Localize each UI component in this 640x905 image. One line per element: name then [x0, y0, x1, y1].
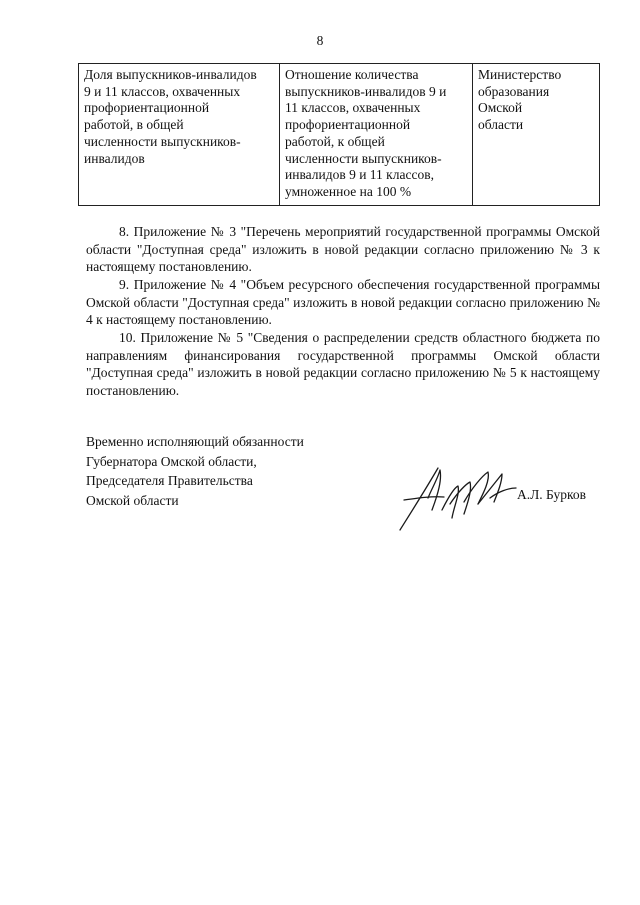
paragraph-lead: 9. Приложение	[119, 277, 207, 292]
cell-line: Омской	[478, 100, 523, 116]
cell-line: работой, в общей	[84, 117, 184, 133]
paragraph-8	[86, 223, 600, 276]
table-row	[79, 64, 600, 206]
paragraph-text: № 5 "Сведения о распределении средств областного бюджета по направлениям финансирования государственной программы Омской области "Доступная среда" изложить в новой редакции согласно приложению № 5 к настоящему постановлению.	[86, 330, 601, 398]
page-number: 8	[316, 33, 324, 48]
handwritten-signature	[398, 458, 518, 538]
cell-line: Доля выпускников-инвалидов	[84, 67, 257, 82]
indicator-table	[78, 63, 600, 206]
paragraph-10	[86, 329, 600, 399]
paragraph-9	[86, 276, 600, 329]
cell-line: Министерство	[478, 67, 562, 82]
paragraph-text: № 3 "Перечень мероприятий государственной программы Омской области "Доступная среда" изложить в новой редакции согласно приложению № 3 к настоящему постановлению.	[86, 224, 601, 275]
cell-line: численности выпускников-	[84, 133, 241, 149]
signatory-line: Губернатора Омской области,	[86, 453, 257, 469]
cell-line: умноженное на 100 %	[285, 183, 412, 199]
responsible-cell	[473, 64, 600, 206]
signatory-line: Омской области	[86, 492, 179, 508]
cell-line: работой, к общей	[285, 133, 385, 149]
signer-name: А.Л. Бурков	[517, 487, 586, 502]
formula-cell	[280, 64, 473, 206]
signatory-title	[86, 432, 304, 510]
cell-line: инвалидов	[84, 150, 145, 166]
cell-line: области	[478, 117, 524, 133]
paragraph-lead: 10. Приложение	[119, 330, 213, 345]
paragraph-text: № 4 "Объем ресурсного обеспечения государственной программы Омской области "Доступная среда" изложить в новой редакции согласно приложению № 4 к настоящему постановлению.	[86, 277, 601, 328]
cell-line: профориентационной	[285, 117, 411, 133]
paragraph-lead: 8. Приложение	[119, 224, 207, 239]
cell-line: инвалидов 9 и 11 классов,	[285, 167, 434, 183]
signatory-line: Председателя Правительства	[86, 473, 253, 488]
cell-line: образования	[478, 83, 550, 99]
cell-line: численности выпускников-	[285, 150, 442, 166]
indicator-name-cell	[79, 64, 280, 206]
cell-line: Отношение количества	[285, 67, 419, 82]
signatory-line: Временно исполняющий обязанности	[86, 434, 304, 449]
cell-line: 11 классов, охваченных	[285, 100, 421, 116]
cell-line: выпускников-инвалидов 9 и	[285, 83, 447, 99]
cell-line: профориентационной	[84, 100, 210, 116]
cell-line: 9 и 11 классов, охваченных	[84, 83, 241, 99]
